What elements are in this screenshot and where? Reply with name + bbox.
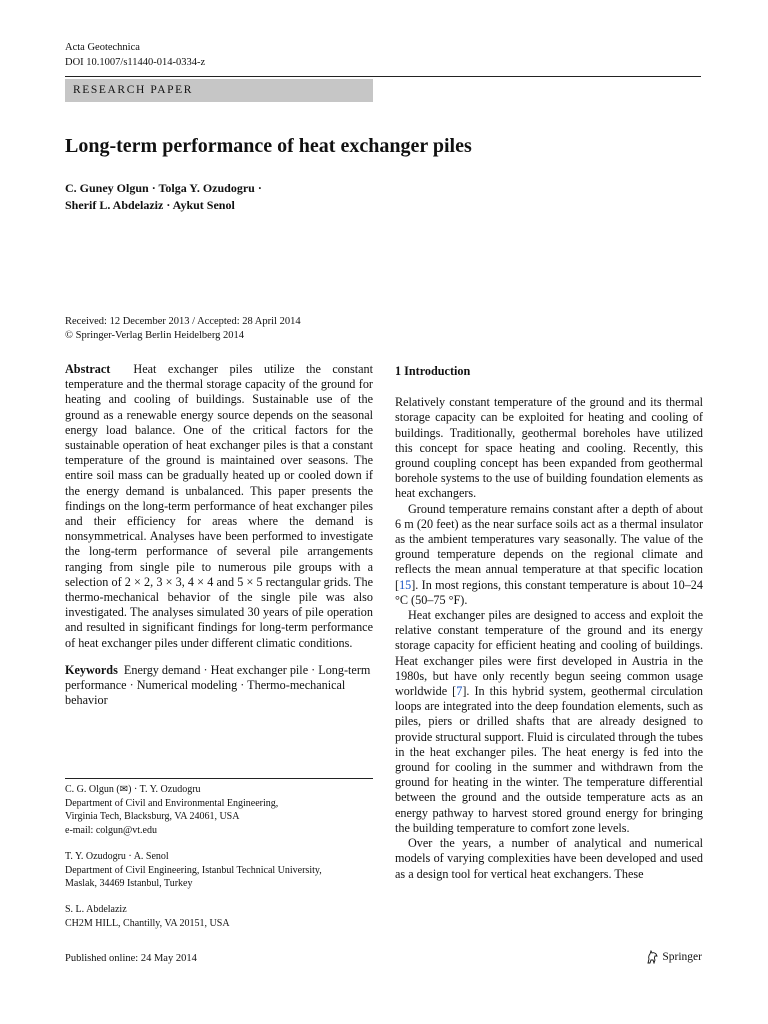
author-line-2: Sherif L. Abdelaziz · Aykut Senol [65,198,235,212]
left-column [65,362,373,708]
intro-paragraph-1: Relatively constant temperature of the ground and its thermal storage capacity can be exploited for heating and cooling of buildings. Traditionally, geothermal boreholes have utilized this concept for space heating and cooling. Recently, this ground coupling concept has been expanded from geothermal borehole systems to the use of building foundation elements as heat exchangers. [395,395,703,501]
keywords-label: Keywords [65,662,118,677]
article-type-label: RESEARCH PAPER [65,79,373,102]
intro-paragraph-2: Ground temperature remains constant after a depth of about 6 m (20 feet) as the near surface soils act as a thermal insulator as the ambient temperatures vary seasonally. The value of the ground temperature depends on the regional climate and reflects the mean annual temperature at that specific location [15]. In most regions, this constant temperature is about 10–24 °C (50–75 °F). [395,501,703,607]
affiliation-2-authors: T. Y. Ozudogru · A. Senol [65,851,169,862]
affiliation-3-inst: CH2M HILL, Chantilly, VA 20151, USA [65,917,230,929]
springer-horse-icon [646,950,659,964]
affiliation-3-authors: S. L. Abdelaziz [65,904,127,915]
doi: DOI 10.1007/s11440-014-0334-z [65,57,206,68]
publisher-footer [646,950,702,964]
affiliation-2-dept: Department of Civil Engineering, Istanbul Technical University, [65,864,322,876]
publisher-name: Springer [662,951,702,963]
journal-name: Acta Geotechnica [65,42,140,53]
copyright: © Springer-Verlag Berlin Heidelberg 2014 [65,330,245,341]
keywords-text: Energy demand · Heat exchanger pile · Long-term performance · Numerical modeling · Thermo-mechanical behavior [65,662,371,708]
keywords [65,663,373,709]
affiliation-1-email[interactable]: e-mail: colgun@vt.edu [65,824,157,836]
affiliation-rule [65,778,373,779]
envelope-icon[interactable]: ✉ [119,784,129,795]
affiliation-2-inst: Maslak, 34469 Istanbul, Turkey [65,878,193,889]
publication-dates [65,315,301,343]
affiliation-2 [65,850,373,891]
affiliation-1-inst: Virginia Tech, Blacksburg, VA 24061, USA [65,811,240,822]
right-column [395,362,703,882]
paper-title: Long-term performance of heat exchanger piles [65,135,472,157]
section-heading-introduction: 1 Introduction [395,364,471,378]
journal-header [65,40,205,70]
abstract [65,362,373,651]
citation-link-7[interactable]: 7 [456,684,463,699]
author-list [65,180,262,214]
intro-paragraph-3: Heat exchanger piles are designed to access and exploit the relative constant temperature of the ground and its energy storage capacity for efficient heating and cooling of buildings. Heat exchanger piles were first developed in Austria in the 1980s, but have only recently begun seeing common usage worldwide [7]. In this hybrid system, geothermal circulation loops are integrated into the deep foundation elements, such as piles, piers or drilled shafts that are already designed to provide structural support. Fluid is circulated through the tubes in the heat exchanger piles. The heat energy is fed into the ground for cooling in the summer and withdrawn from the ground for heating in the winter. The temperature differential between the ground and the outside temperature acts as an energy pathway to harvest stored ground energy for bringing the building temperature to comfort zone levels. [395,608,703,835]
abstract-text: Heat exchanger piles utilize the constant temperature and the thermal storage capacity of the ground for heating and cooling of buildings. Sustainable use of the ground as a renewable energy source depends on the seasonal energy load balance. One of the critical factors for the sustainable operation of heat exchanger piles is that a constant temperature of the ground is maintained over seasons. The entire soil mass can be gradually heated up or cooled down if the energy demand is unbalanced. This paper presents the findings on the long-term performance of heat exchanger piles and their efficiency for areas where the demand is nonsymmetrical. Analyses have been performed to investigate the long-term performance of several pile arrangements ranging from single pile to numerous pile groups with a selection of 2 × 2, 3 × 3, 4 × 4 and 5 × 5 rectangular grids. The thermo-mechanical behavior of the single pile was also investigated. The analyses simulated 30 years of pile operation and resulted in significant findings for long-term performance of heat exchanger piles under different climatic conditions. [65,362,374,650]
affiliation-1-authors: C. G. Olgun (✉) · T. Y. Ozudogru [65,784,201,795]
intro-paragraph-4: Over the years, a number of analytical and numerical models of varying complexities have been developed and used as a design tool for vertical heat exchangers. These [395,836,703,881]
citation-link-15[interactable]: 15 [399,577,412,592]
abstract-label: Abstract [65,362,111,376]
affiliation-1 [65,783,373,837]
header-rule [65,76,701,77]
affiliation-3 [65,903,373,930]
author-line-1: C. Guney Olgun · Tolga Y. Ozudogru · [65,181,262,195]
received-accepted: Received: 12 December 2013 / Accepted: 28 April 2014 [65,316,301,327]
affiliation-1-dept: Department of Civil and Environmental Engineering, [65,797,279,809]
published-online: Published online: 24 May 2014 [65,953,197,964]
